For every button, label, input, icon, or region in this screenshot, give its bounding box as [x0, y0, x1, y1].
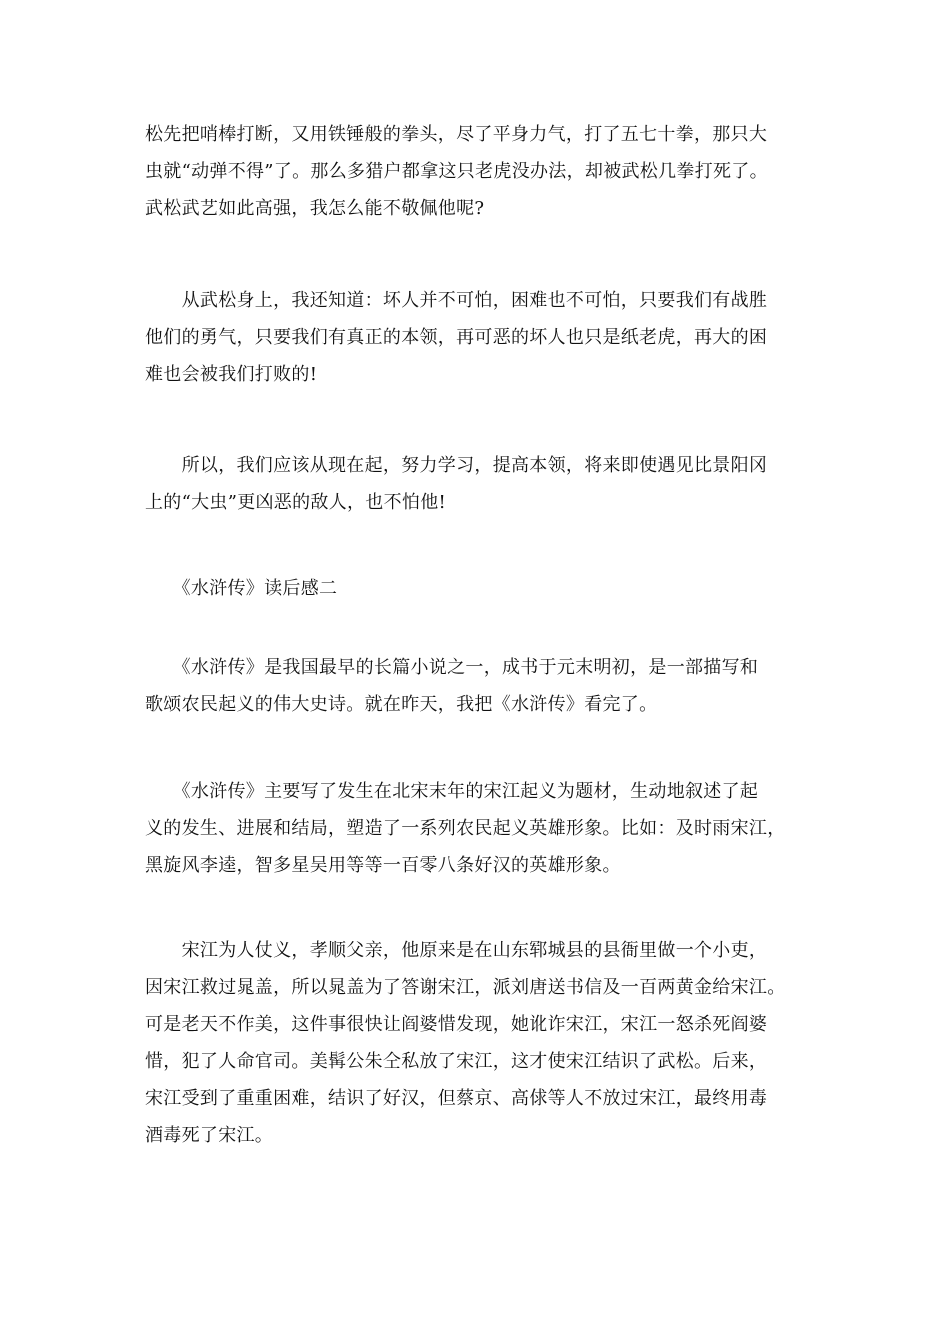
paragraph-3 [145, 447, 817, 521]
text-line: 从武松身上，我还知道：坏人并不可怕，困难也不可怕，只要我们有战胜 [145, 290, 768, 311]
section-heading [145, 570, 817, 607]
text-line: 难也会被我们打败的! [145, 364, 318, 385]
text-line: 上的“大虫”更凶恶的敌人，也不怕他! [145, 492, 447, 513]
text-line: 所以，我们应该从现在起，努力学习，提高本领，将来即使遇见比景阳冈 [145, 455, 768, 476]
text-line: 义的发生、进展和结局，塑造了一系列农民起义英雄形象。比如：及时雨宋江， [145, 818, 786, 839]
text-line: 武松武艺如此高强，我怎么能不敬佩他呢? [145, 198, 485, 219]
text-line: 松先把哨棒打断，又用铁锤般的拳头，尽了平身力气，打了五七十拳，那只大 [145, 124, 768, 145]
paragraph-2 [145, 282, 817, 393]
text-line: 宋江受到了重重困难，结识了好汉，但蔡京、高俅等人不放过宋江，最终用毒 [145, 1088, 768, 1109]
text-line: 惜，犯了人命官司。美髯公朱仝私放了宋江，这才使宋江结识了武松。后来， [145, 1051, 768, 1072]
text-line: 虫就“动弹不得”了。那么多猎户都拿这只老虎没办法，却被武松几拳打死了。 [145, 161, 768, 182]
text-line: 可是老天不作美，这件事很快让阎婆惜发现，她讹诈宋江，宋江一怒杀死阎婆 [145, 1014, 768, 1035]
text-line: 酒毒死了宋江。 [145, 1125, 274, 1146]
paragraph-1 [145, 116, 817, 227]
text-line: 因宋江救过晁盖，所以晁盖为了答谢宋江，派刘唐送书信及一百两黄金给宋江。 [145, 977, 786, 998]
paragraph-7 [145, 932, 817, 1154]
text-line: 他们的勇气，只要我们有真正的本领，再可恶的坏人也只是纸老虎，再大的困 [145, 327, 768, 348]
text-line: 《水浒传》是我国最早的长篇小说之一，成书于元末明初，是一部描写和 [145, 657, 759, 678]
paragraph-6 [145, 773, 817, 884]
text-line: 歌颂农民起义的伟大史诗。就在昨天，我把《水浒传》看完了。 [145, 694, 658, 715]
text-line: 宋江为人仗义，孝顺父亲，他原来是在山东郓城县的县衙里做一个小吏， [145, 940, 768, 961]
text-line: 黑旋风李逵，智多星吴用等等一百零八条好汉的英雄形象。 [145, 855, 621, 876]
paragraph-5 [145, 649, 817, 723]
text-line: 《水浒传》主要写了发生在北宋末年的宋江起义为题材，生动地叙述了起 [145, 781, 759, 802]
heading-text: 《水浒传》读后感二 [145, 578, 338, 599]
